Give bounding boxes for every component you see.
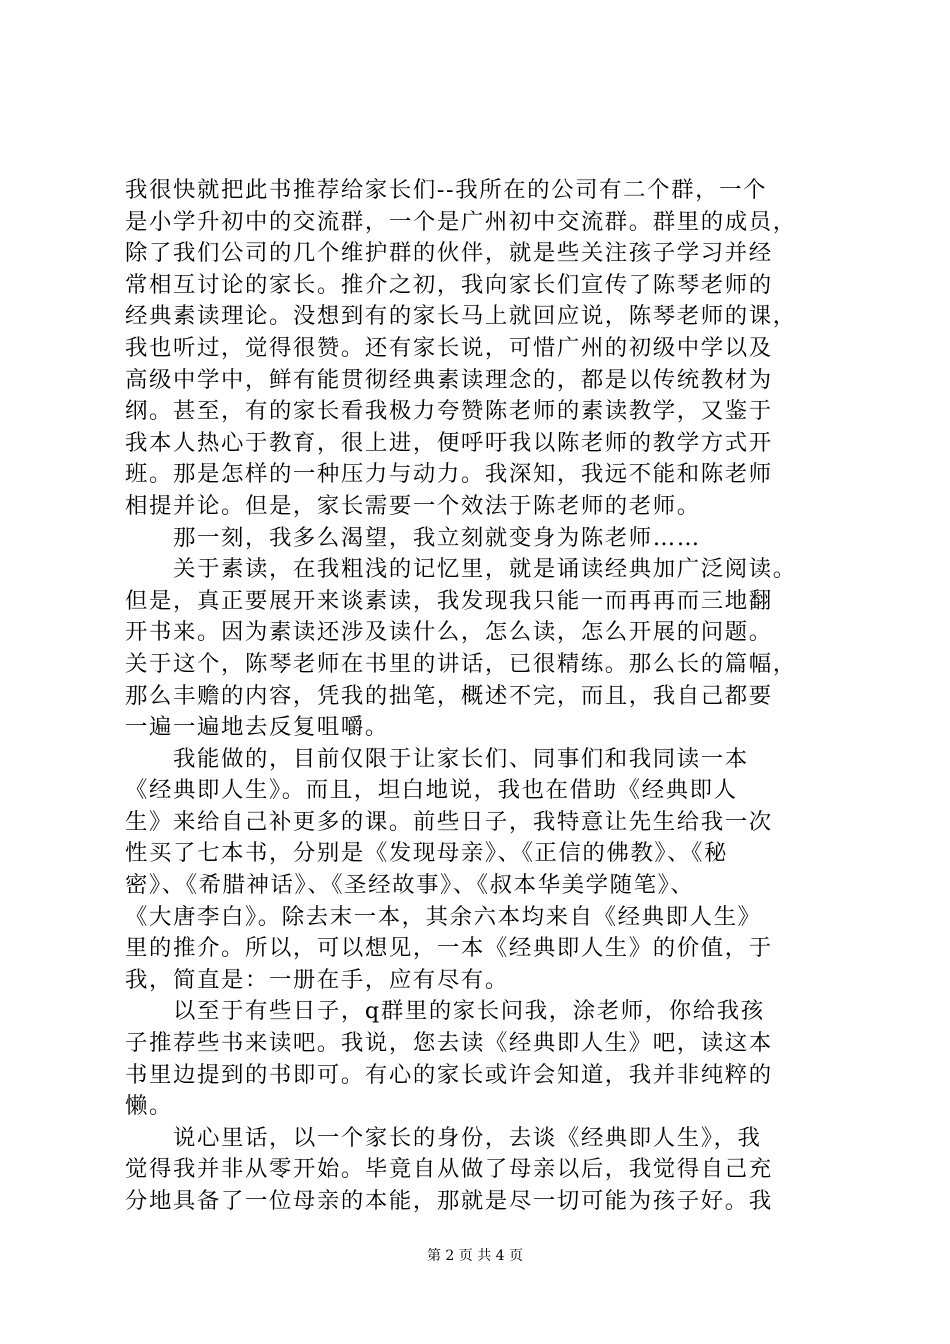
page-number-footer: 第 2 页 共 4 页 — [426, 1248, 524, 1264]
text-line: 关于这个，陈琴老师在书里的讲话，已很精练。那么长的篇幅， — [125, 650, 797, 677]
text-line: 我，简直是：一册在手，应有尽有。 — [125, 966, 509, 993]
text-line: 我能做的，目前仅限于让家长们、同事们和我同读一本 — [125, 745, 749, 772]
text-line: 《大唐李白》。除去末一本，其余六本均来自《经典即人生》 — [125, 903, 762, 930]
text-line: 关于素读，在我粗浅的记忆里，就是诵读经典加广泛阅读。 — [125, 556, 797, 583]
text-line: 是小学升初中的交流群，一个是广州初中交流群。群里的成员， — [125, 208, 797, 235]
text-line: 生》来给自己补更多的课。前些日子，我特意让先生给我一次 — [125, 808, 773, 835]
body-text — [125, 175, 845, 1218]
text-line: 《经典即人生》。而且，坦白地说，我也在借助《经典即人 — [125, 777, 738, 804]
text-line: 书里边提到的书即可。有心的家长或许会知道，我并非纯粹的 — [125, 1061, 773, 1088]
text-line: 那么丰赡的内容，凭我的拙笔，概述不完，而且，我自己都要 — [125, 682, 773, 709]
text-line: 说心里话，以一个家长的身份，去谈《经典即人生》，我 — [125, 1124, 762, 1151]
text-line: 密》、《希腊神话》、《圣经故事》、《叔本华美学随笔》、 — [125, 872, 695, 899]
text-line: 除了我们公司的几个维护群的伙伴，就是些关注孩子学习并经 — [125, 240, 773, 267]
text-line: 相提并论。但是，家长需要一个效法于陈老师的老师。 — [125, 492, 701, 519]
text-line: 一遍一遍地去反复咀嚼。 — [125, 714, 389, 741]
text-line: 分地具备了一位母亲的本能，那就是尽一切可能为孩子好。我 — [125, 1188, 773, 1214]
text-line: 开书来。因为素读还涉及读什么，怎么读，怎么开展的问题。 — [125, 619, 773, 646]
text-line: 但是，真正要展开来谈素读，我发现我只能一而再再而三地翻 — [125, 587, 773, 614]
text-line: 常相互讨论的家长。推介之初，我向家长们宣传了陈琴老师的 — [125, 271, 773, 298]
text-line: 觉得我并非从零开始。毕竟自从做了母亲以后，我觉得自己充 — [125, 1156, 773, 1183]
text-line: 以至于有些日子，q群里的家长问我，涂老师，你给我孩 — [125, 998, 765, 1025]
text-line: 我也听过，觉得很赞。还有家长说，可惜广州的初级中学以及 — [125, 334, 773, 361]
text-line: 班。那是怎样的一种压力与动力。我深知，我远不能和陈老师 — [125, 461, 773, 488]
text-line: 我很快就把此书推荐给家长们--我所在的公司有二个群，一个 — [125, 177, 768, 203]
text-line: 我本人热心于教育，很上进，便呼吁我以陈老师的教学方式开 — [125, 429, 773, 456]
text-line: 纲。甚至，有的家长看我极力夸赞陈老师的素读教学，又鉴于 — [125, 398, 773, 425]
text-line: 子推荐些书来读吧。我说，您去读《经典即人生》吧，读这本 — [125, 1030, 773, 1057]
text-line: 懒。 — [125, 1093, 173, 1120]
text-line: 那一刻，我多么渴望，我立刻就变身为陈老师…… — [125, 524, 701, 551]
text-line: 经典素读理论。没想到有的家长马上就回应说，陈琴老师的课， — [125, 303, 797, 330]
text-line: 里的推介。所以，可以想见，一本《经典即人生》的价值，于 — [125, 935, 773, 962]
text-line: 高级中学中，鲜有能贯彻经典素读理念的，都是以传统教材为 — [125, 366, 773, 393]
text-line: 性买了七本书，分别是《发现母亲》、《正信的佛教》、《秘 — [125, 840, 728, 867]
